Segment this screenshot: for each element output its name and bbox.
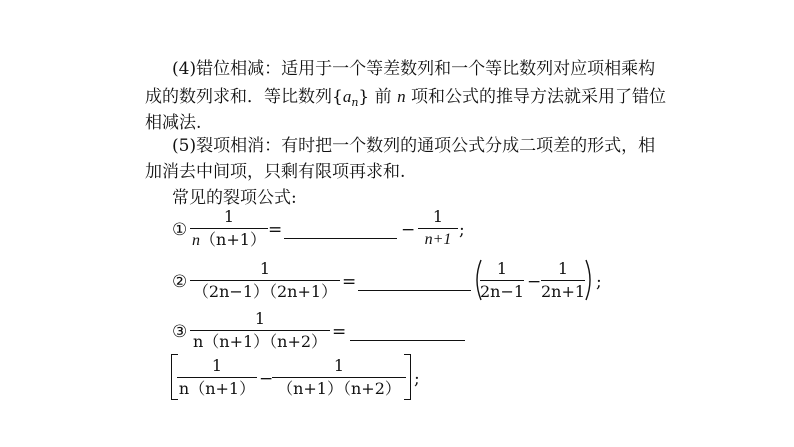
formula2-fraction-b [541, 259, 585, 302]
formula1-den-n: n [192, 232, 201, 249]
formula2-fraction-a-numerator: 1 [496, 259, 508, 278]
formula2-minus: − [527, 272, 542, 292]
para4-line2-text-b: 前 [374, 87, 392, 107]
formula1-equals: = [268, 220, 283, 240]
fraction-bar [480, 280, 524, 281]
formula2-fraction [190, 259, 340, 302]
formula2-marker: ② [172, 272, 188, 292]
formula3-fraction-b [272, 356, 406, 399]
formula1-fraction2-numerator: 1 [432, 207, 444, 226]
para5-line2: 加消去中间项，只剩有限项再求和. [145, 162, 406, 182]
formula1-marker: ① [172, 220, 188, 240]
sequence-variable: a [342, 87, 352, 106]
sequence-subscript: n [351, 96, 359, 109]
formula3-minus: − [259, 369, 274, 389]
formula3-fraction-a-numerator: 1 [211, 356, 223, 375]
formula2-fraction-a-denominator: 2n−1 [480, 282, 525, 301]
fraction-bar [541, 280, 585, 281]
formula3-fraction-b-numerator: 1 [333, 356, 345, 375]
formula1-den-rest: （n+1） [200, 230, 266, 249]
para4-line2 [145, 86, 666, 114]
formula2-fraction-a [480, 259, 524, 302]
para4-line2-text-c: 项和公式的推导方法就采用了错位 [410, 87, 666, 107]
fraction-bar [190, 330, 330, 331]
formula2-numerator: 1 [259, 259, 271, 278]
formula3-equals: = [332, 322, 347, 342]
fraction-bar [418, 228, 458, 229]
formula1-fraction2 [418, 207, 458, 250]
formula1-blank [284, 238, 397, 239]
variable-n: n [397, 87, 406, 106]
fraction-bar [190, 280, 340, 281]
formula3-semicolon: ; [414, 369, 420, 389]
sequence-close-brace: } [358, 87, 370, 107]
formula3-right-bracket [404, 354, 411, 400]
formula2-fraction-b-denominator: 2n+1 [541, 282, 586, 301]
formula3-numerator: 1 [254, 309, 266, 328]
formula2-semicolon: ; [596, 272, 602, 292]
formula2-equals: = [342, 272, 357, 292]
para4-line2-text-a: 成的数列求和．等比数列 [145, 87, 332, 107]
formula3-fraction [190, 309, 330, 352]
formula3-fraction-b-denominator: （n+1）（n+2） [277, 379, 401, 398]
formula2-denominator: （2n−1）（2n+1） [192, 282, 338, 301]
formula2-right-paren [584, 258, 596, 302]
formula2-blank [358, 290, 471, 291]
fraction-bar [177, 377, 257, 378]
formula1-semicolon: ; [459, 220, 465, 240]
formula1-minus: − [401, 220, 416, 240]
formula1-numerator: 1 [223, 207, 235, 226]
formula3-denominator: n（n+1）（n+2） [192, 332, 328, 351]
fraction-bar [190, 228, 268, 229]
formula1-denominator [190, 230, 268, 251]
formula3-marker: ③ [172, 322, 188, 342]
common-formulas-title: 常见的裂项公式: [172, 188, 297, 208]
fraction-bar [272, 377, 406, 378]
para4-line1: (4)错位相减：适用于一个等差数列和一个等比数列对应项相乘构 [172, 59, 656, 79]
formula1-fraction2-denominator: n+1 [424, 231, 452, 248]
formula3-blank [350, 340, 465, 341]
sequence-open-brace: { [332, 87, 343, 107]
formula3-fraction-a-denominator: n（n+1） [178, 379, 256, 398]
formula1-fraction [190, 207, 268, 251]
para5-line1: (5)裂项相消：有时把一个数列的通项公式分成二项差的形式，相 [172, 136, 656, 156]
formula3-fraction-a [177, 356, 257, 399]
para4-line3: 相减法. [145, 113, 202, 133]
formula2-fraction-b-numerator: 1 [557, 259, 569, 278]
